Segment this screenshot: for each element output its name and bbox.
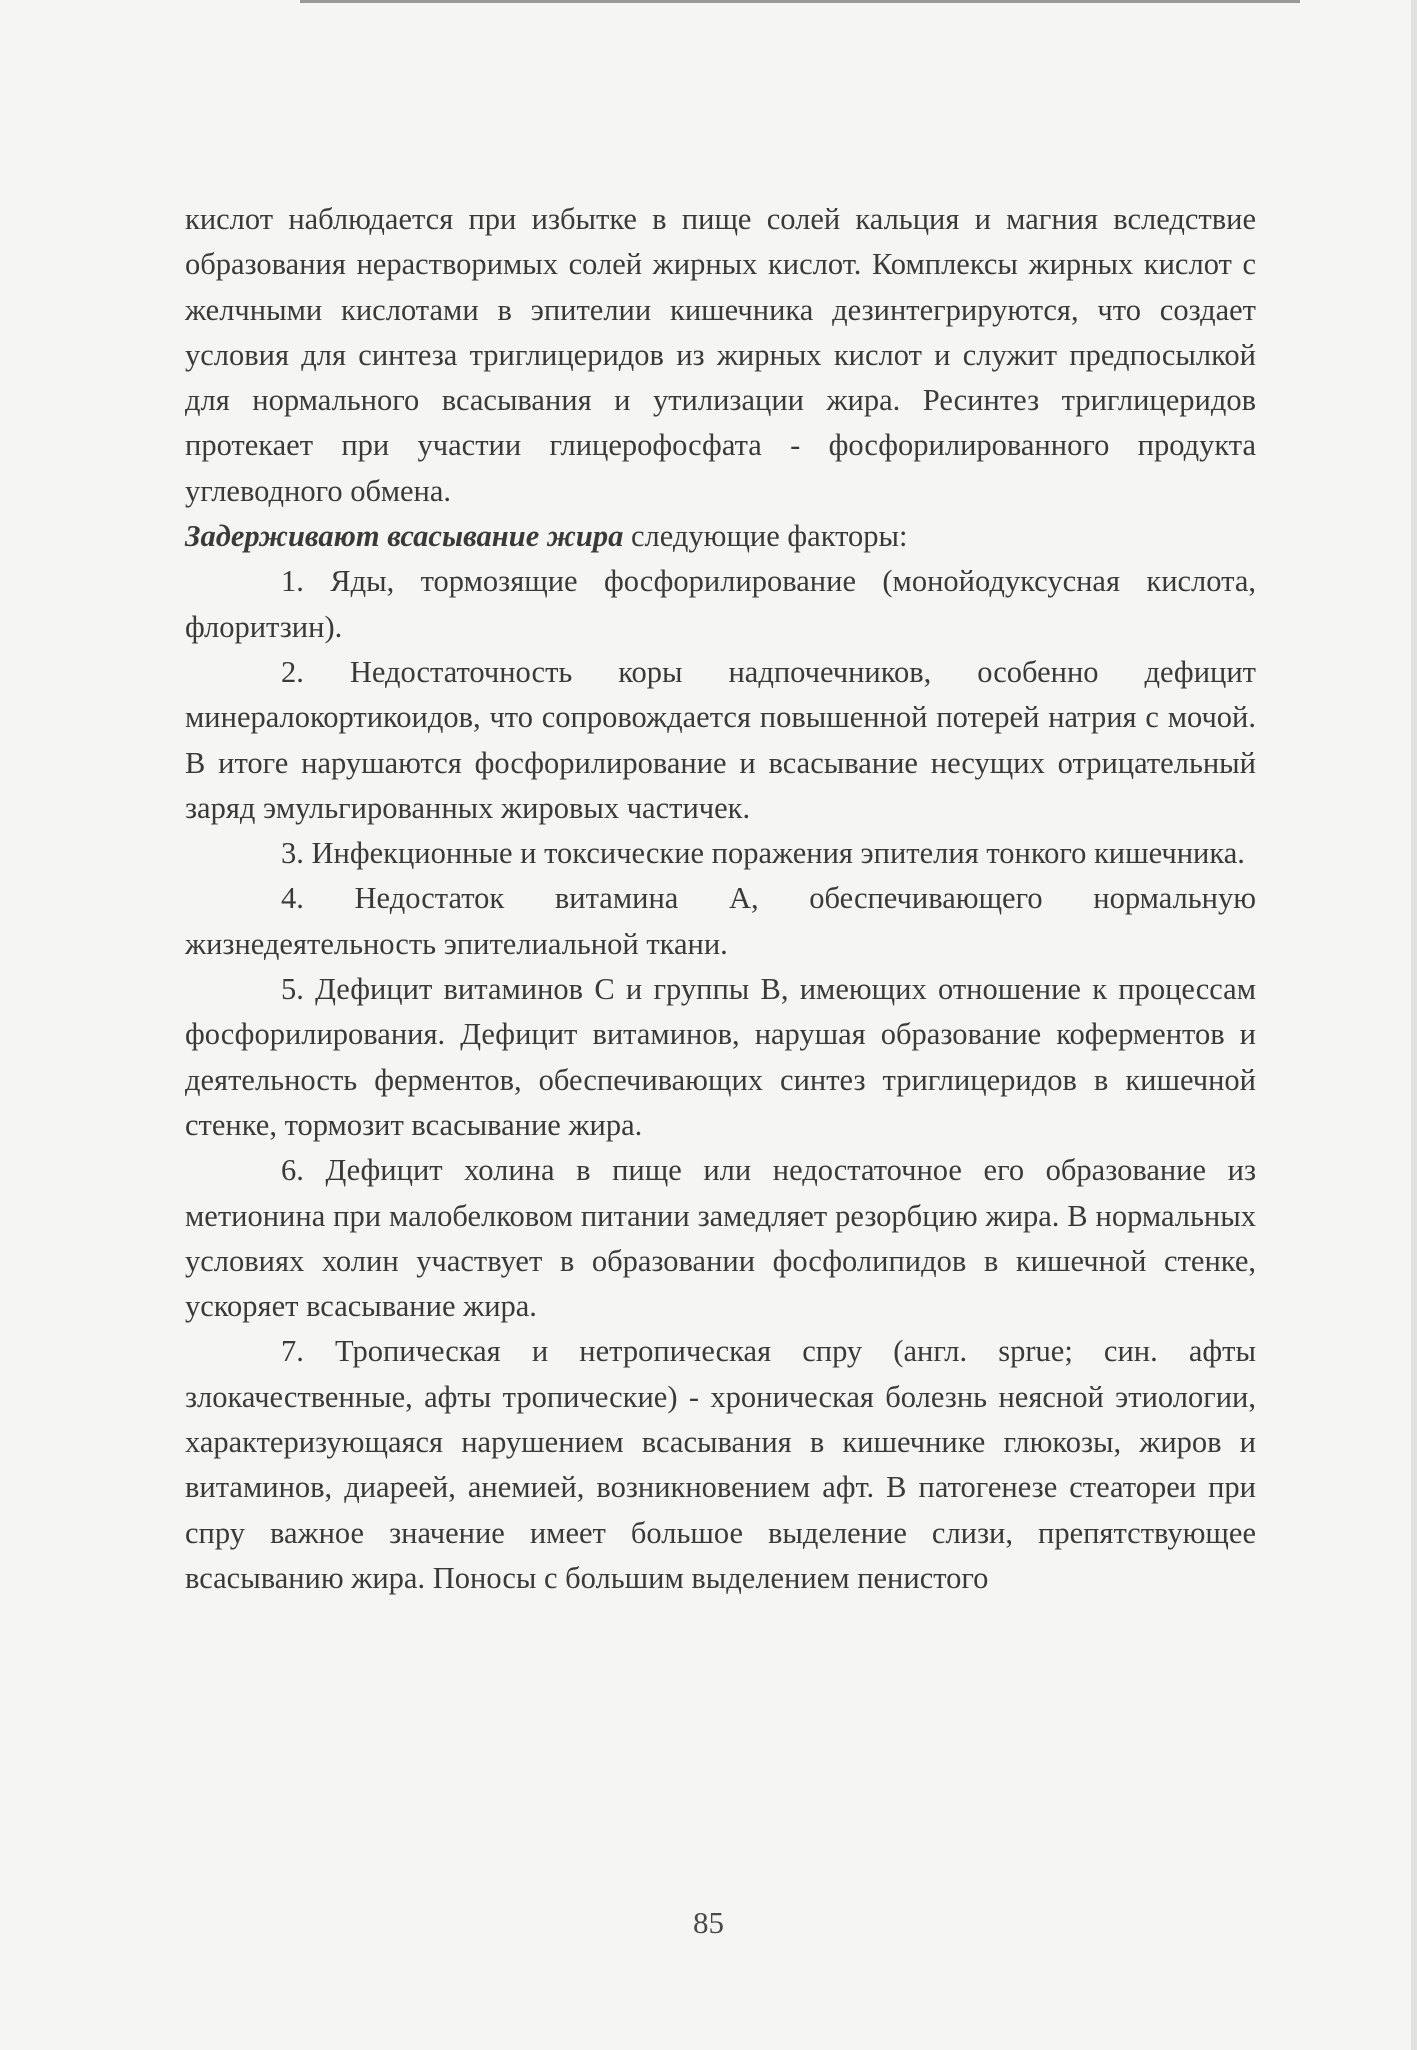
intro-text: кислот наблюдается при избытке в пище солей кальция и магния вследствие образования нерастворимых солей жирных кислот. Комплексы жирных кислот с желчными кислотами в эпителии кишечника дезинтегрируются, что создает условия для синтеза триглицеридов из жирных кислот и служит предпосылкой для нормального всасывания и утилизации жира. Ресинтез триглицеридов протекает при участии глицерофосфата - фосфорилированного продукта углеводного обмена. [185, 202, 1256, 508]
emphasis-text: Задерживают всасывание жира [185, 519, 624, 554]
scan-top-edge [300, 0, 1300, 3]
list-item-5: 5. Дефицит витаминов С и группы В, имеющих отношение к процессам фосфорилирования. Дефицит витаминов, нарушая образование коферментов и деятельность ферментов, обеспечивающих синтез триглицеридов в кишечной стенке, тормозит всасывание жира. [185, 972, 1256, 1142]
intro-paragraph [185, 197, 1256, 559]
scan-right-edge [1411, 0, 1417, 2050]
list-item-7: 7. Тропическая и нетропическая спру (англ. sprue; син. афты злокачественные, афты тропические) - хроническая болезнь неясной этиологии, характеризующаяся нарушением всасывания в кишечнике глюкозы, жиров и витаминов, диареей, анемией, возникновением афт. В патогенезе стеатореи при спру важное значение имеет большое выделение слизи, препятствующее всасыванию жира. Поносы с большим выделением пенистого [185, 1334, 1256, 1595]
list-item-3: 3. Инфекционные и токсические поражения эпителия тонкого кишечника. [281, 836, 1245, 871]
list-item-4: 4. Недостаток витамина А, обеспечивающего нормальную жизнедеятельность эпителиальной ткани. [185, 881, 1256, 961]
page-number: 85 [693, 1905, 724, 1940]
list-item-2: 2. Недостаточность коры надпочечников, особенно дефицит минералокортикоидов, что сопровождается повышенной потерей натрия с мочой. В итоге нарушаются фосфорилирование и всасывание несущих отрицательный заряд эмульгированных жировых частичек. [185, 654, 1256, 825]
body-text [185, 197, 1256, 1601]
list-item-6: 6. Дефицит холина в пище или недостаточное его образование из метионина при малобелковом питании замедляет резорбцию жира. В нормальных условиях холин участвует в образовании фосфолипидов в кишечной стенке, ускоряет всасывание жира. [185, 1153, 1256, 1324]
intro-text-continued: следующие факторы: [623, 519, 908, 554]
list-item-1: 1. Яды, тормозящие фосфорилирование (монойодуксусная кислота, флоритзин). [185, 564, 1256, 644]
